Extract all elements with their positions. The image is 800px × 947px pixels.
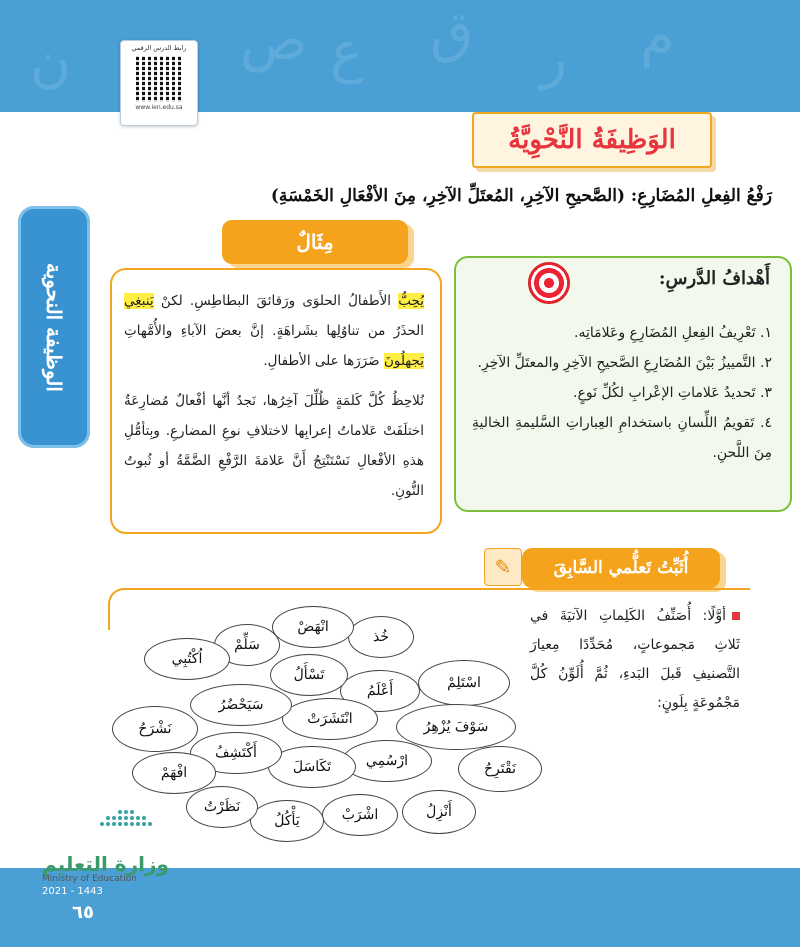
goal-item: ٤. تَقويمُ اللِّسانِ باستخدامِ العِباراتِ السَّليمةِ الخاليةِ مِنَ اللَّحنِ. xyxy=(472,415,772,461)
ministry-name-ar: وزارة التعليم xyxy=(42,852,169,876)
bullet-icon xyxy=(732,612,740,620)
word-oval[interactable]: نَشْرَحُ xyxy=(112,706,198,752)
lesson-title: الوَظِيفَةُ النَّحْوِيَّةُ xyxy=(508,125,676,155)
page-number: ٦٥ xyxy=(72,902,94,923)
prev-learning-label: أُثَبِّتُ تَعلُّمي السَّابِقَ xyxy=(553,558,689,578)
lesson-title-box xyxy=(472,112,712,168)
side-tab xyxy=(18,206,90,448)
word-oval[interactable]: اُكْتُبِي xyxy=(144,638,230,680)
highlight-verb-1: يُحِبُّ xyxy=(398,293,424,309)
qr-url: www.ien.edu.sa xyxy=(135,104,183,111)
example-paragraph-1: يُحِبُّ الأَطفالُ الحلوَى ورَقائقَ البطاطِسِ. لكنْ يَنبغِي الحذَرُ من تناوُلِها بشَراهَةٍ. إنَّ بعضَ الآباءِ والأُمَّهاتِ يَجهلُونَ ضَرَرَها على الأطفالِ. xyxy=(124,293,424,369)
ministry-logo-icon xyxy=(98,806,156,832)
word-oval[interactable]: اسْتَلِمْ xyxy=(418,660,510,706)
word-oval[interactable]: افْهَمْ xyxy=(132,752,216,794)
word-oval[interactable]: انْهَضْ xyxy=(272,606,354,648)
qr-card[interactable] xyxy=(120,40,198,126)
word-oval[interactable]: أَكْتَشِفُ xyxy=(190,732,282,774)
qr-code-icon xyxy=(136,56,182,102)
word-oval[interactable]: خُذ xyxy=(348,616,414,658)
highlight-verb-2: يَنبغِي xyxy=(124,293,154,309)
ministry-name-en: Ministry of Education xyxy=(42,874,137,884)
pencil-icon-box xyxy=(484,548,522,586)
word-oval[interactable]: سَوْفَ يُزْهِرُ xyxy=(396,704,516,750)
example-tab xyxy=(222,220,408,264)
top-banner: ص ع ق ر م ن xyxy=(0,0,800,112)
word-oval[interactable]: تَسْأَلُ xyxy=(270,654,348,696)
lesson-subtitle: رَفْعُ الفِعلِ المُضَارِعِ: (الصَّحيحِ الآخِرِ، المُعتَلِّ الآخِرِ، مِنَ الأفْعَالِ الخَمْسَةِ) xyxy=(270,186,772,206)
word-oval[interactable]: ارْسُمِي xyxy=(342,740,432,782)
goals-list xyxy=(472,318,772,468)
example-label: مِثَالٌ xyxy=(296,230,334,254)
word-oval[interactable]: اشْرَبْ xyxy=(322,794,398,836)
word-oval[interactable]: انْتَشَرَتْ xyxy=(282,698,378,740)
goals-title: أَهْدافُ الدَّرسِ: xyxy=(658,268,770,289)
word-oval[interactable]: أَعْلَمُ xyxy=(340,670,420,712)
highlight-verb-3: يَجهلُونَ xyxy=(383,353,424,369)
target-icon xyxy=(528,262,570,304)
goal-item: ٣. تَحديدُ عَلاماتِ الإعْرابِ لكُلِّ نَوعٍ. xyxy=(573,385,772,401)
word-oval[interactable]: أَنْزِلُ xyxy=(402,790,476,834)
word-oval[interactable]: نَقْتَرِحُ xyxy=(458,746,542,792)
qr-caption: رابط الدرس الرقمي xyxy=(131,44,187,52)
goal-item: ٢. التَّمييزُ بَيْنَ المُضَارِعِ الصَّحيحِ الآخِرِ والمعتَلِّ الآخِرِ. xyxy=(477,355,772,371)
word-oval[interactable]: تَكَاسَلَ xyxy=(268,746,356,788)
word-oval[interactable]: سَيَحْضُرُ xyxy=(190,684,292,726)
exercise-instruction: أوَّلًا: أُصَنِّفُ الكَلِماتِ الآتيَةَ في ثَلاثِ مَجموعاتٍ، مُحَدِّدًا مِعيارَ التَّصنيفِ قَبلَ البَدءِ، ثُمَّ أُلَوِّنُ كُلَّ مَجْمُوعَةٍ بِلَونٍ: xyxy=(530,608,740,711)
pencil-icon: ✎ xyxy=(494,555,512,579)
prev-learning-tab xyxy=(522,548,720,588)
word-oval[interactable]: يَأْكُلُ xyxy=(250,800,324,842)
word-oval[interactable]: سَلِّمْ xyxy=(214,624,280,666)
goal-item: ١. تَعْرِيفُ الفِعلِ المُضَارِعِ وعَلامَاتِه. xyxy=(574,325,772,341)
example-paragraph-2: نُلاحِظُ كُلَّ كَلمَةٍ ظُلِّلَ آخِرُها، نَجدُ أنَّها أفْعالٌ مُضارِعَةٌ اختلَفَتْ عَلاماتُ إعرابِها لاختلافِ نوعِ المضارعِ. وبِتأمُّلِ هذهِ الأفْعالِ نَسْتَنْتِجُ أَنَّ عَلامَةَ الرَّفْعِ الضَّمَّةُ أو ثُبوتُ النُّونِ. xyxy=(124,393,424,499)
word-oval[interactable]: نَظَرْتُ xyxy=(186,786,258,828)
side-tab-label: الوظيفة النحوية xyxy=(42,262,66,392)
edition-year: 2021 - 1443 xyxy=(42,886,103,897)
